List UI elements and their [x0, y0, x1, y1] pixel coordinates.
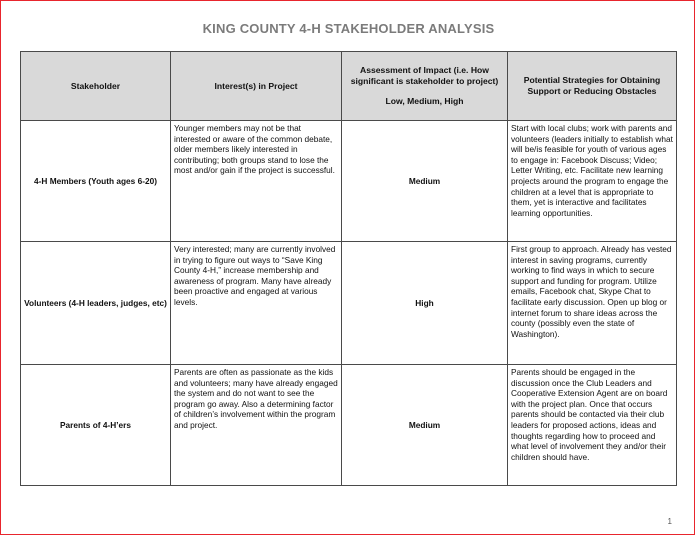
- stakeholder-cell: Volunteers (4-H leaders, judges, etc): [21, 242, 171, 365]
- table-row: [21, 121, 677, 242]
- page-number: 1: [667, 517, 672, 526]
- stakeholder-cell: 4-H Members (Youth ages 6-20): [21, 121, 171, 242]
- strategies-cell: Start with local clubs; work with parents and volunteers (leaders initially to establish what will be/is feasible for youth of various ages to engage in: Facebook Discuss; Video; Letter Writing, etc. Facilitate new learning projects around the program to engage the children at a level that is appropriate to them, yet is interactive and facilitates learning opportunities.: [508, 121, 677, 242]
- stakeholder-table: [20, 51, 677, 486]
- header-impact-label: Assessment of Impact (i.e. How significant is stakeholder to project): [350, 65, 499, 86]
- header-impact-scale: Low, Medium, High: [385, 96, 464, 107]
- impact-cell: Medium: [342, 121, 508, 242]
- header-interests: Interest(s) in Project: [171, 52, 342, 121]
- table-row: [21, 242, 677, 365]
- interests-cell: Parents are often as passionate as the kids and volunteers; many have already engaged the system and do not want to see the program go away. Also a determining factor of children’s involvement within the program and project.: [171, 365, 342, 486]
- table-row: [21, 365, 677, 486]
- impact-cell: High: [342, 242, 508, 365]
- header-stakeholder: Stakeholder: [21, 52, 171, 121]
- header-strategies: Potential Strategies for Obtaining Support or Reducing Obstacles: [508, 52, 677, 121]
- interests-cell: Younger members may not be that interested or aware of the common debate, older members likely interested in contributing; both groups stand to lose the most and/or gain if the project is successful.: [171, 121, 342, 242]
- strategies-cell: Parents should be engaged in the discussion once the Club Leaders and Cooperative Extension Agent are on board with the project plan. Once that occurs parents should be contacted via their club leaders for proposed actions, ideas and thoughts regarding how to proceed and what level of involvement they and/or their children should have.: [508, 365, 677, 486]
- stakeholder-cell: Parents of 4-H’ers: [21, 365, 171, 486]
- header-row: [21, 52, 677, 121]
- impact-cell: Medium: [342, 365, 508, 486]
- strategies-cell: First group to approach. Already has vested interest in saving programs, currently working to find ways in which to secure support and funding for program. Utilize emails, Facebook chat, Skype Chat to facilitate early discussion. Open up blog or internet forum to share ideas across the county (possibly even the state of Washington).: [508, 242, 677, 365]
- header-impact: [342, 52, 508, 121]
- interests-cell: Very interested; many are currently involved in trying to figure out ways to “Save King County 4-H,” increase membership and awareness of program. Many have already been proactive and engaged at various levels.: [171, 242, 342, 365]
- document-title: KING COUNTY 4-H STAKEHOLDER ANALYSIS: [202, 21, 495, 36]
